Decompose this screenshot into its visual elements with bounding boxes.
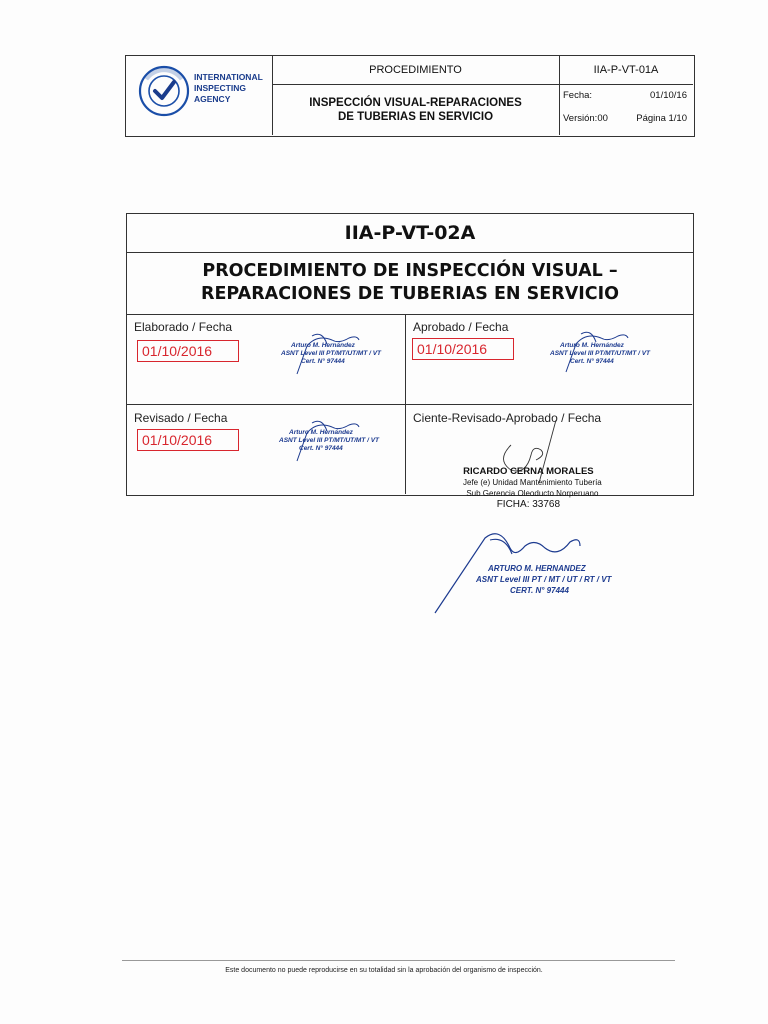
revisado-cell [127,405,406,494]
page-label: Página 1/10 [636,113,687,124]
doc-code: IIA-P-VT-01A [559,56,693,85]
version-label: Versión:00 [563,113,608,124]
agency-logo-icon [138,65,190,117]
client-signature-block [455,466,602,510]
doc-type: PROCEDIMIENTO [272,56,560,85]
footer-divider [122,960,675,961]
document-header [125,55,695,137]
client-role-1: Jefe (e) Unidad Mantenimiento Tubería [463,478,602,487]
elaborado-cell [127,314,406,405]
aprobado-date-stamp: 01/10/2016 [412,338,514,360]
stamp-cert: CERT. N° 97444 [510,586,569,595]
footer-text: Este documento no puede reproducirse en su totalidad sin la aprobación del organismo de inspección. [225,967,543,974]
stamp-name: ARTURO M. HERNANDEZ [488,564,586,573]
logo-cell [126,56,273,135]
fecha-value: 01/10/16 [650,90,687,101]
aprobado-cell [406,314,692,405]
client-ficha: FICHA: 33768 [496,499,561,510]
cover-title: PROCEDIMIENTO DE INSPECCIÓN VISUAL – REPARACIONES DE TUBERIAS EN SERVICIO [127,252,693,315]
revisado-label: Revisado / Fecha [134,411,228,425]
cover-code: IIA-P-VT-02A [127,214,693,253]
elaborado-date-stamp: 01/10/2016 [137,340,239,362]
cliente-label: Ciente-Revisado-Aprobado / Fecha [413,411,602,425]
aprobado-signature: Arturo M. Hernández ASNT Level III PT/MT/UT/MT / VT Cert. N° 97444 [550,342,651,365]
stamp-block [476,563,611,596]
elaborado-signature: Arturo M. Hernández ASNT Level III PT/MT/UT/MT / VT Cert. N° 97444 [281,342,382,365]
aprobado-label: Aprobado / Fecha [413,320,509,334]
stamp-level: ASNT Level III PT / MT / UT / RT / VT [476,575,612,584]
revisado-signature: Arturo M. Hernández ASNT Level III PT/MT/UT/MT / VT Cert. N° 97444 [279,429,380,452]
header-meta [559,84,693,135]
header-title: INSPECCIÓN VISUAL-REPARACIONES DE TUBERIAS EN SERVICIO [272,84,560,135]
fecha-label: Fecha: [563,90,593,101]
client-role-2: Sub Gerencia Oleoducto Norperuano [466,489,599,498]
client-name: RICARDO CERNA MORALES [463,466,594,477]
revisado-date-stamp: 01/10/2016 [137,429,239,451]
cover-box [126,213,694,496]
elaborado-label: Elaborado / Fecha [134,320,233,334]
agency-name: INTERNATIONAL INSPECTING AGENCY [194,72,263,104]
